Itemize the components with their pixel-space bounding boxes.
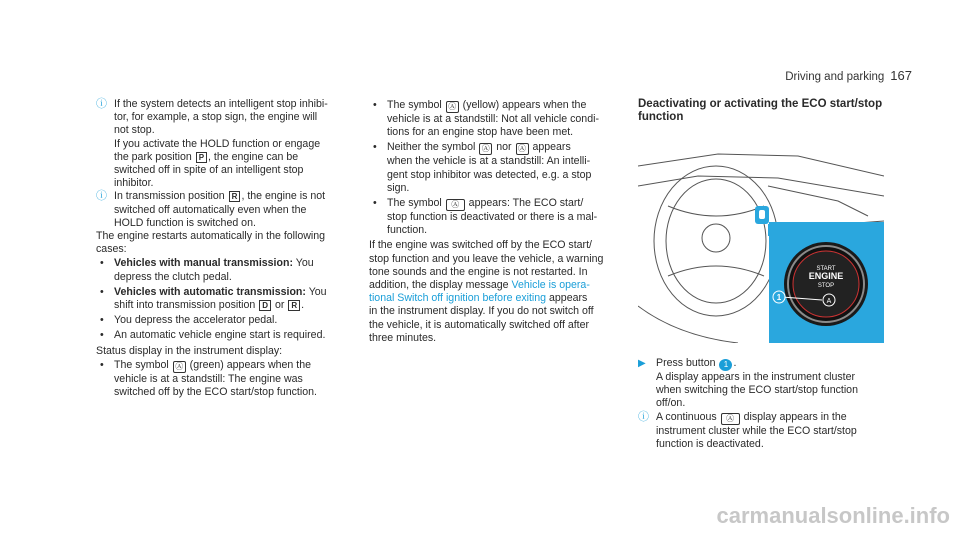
column-1 xyxy=(96,98,358,401)
text-line: Status display in the instrument display: xyxy=(96,344,283,357)
btn-label-start: START xyxy=(816,266,836,272)
bullet-icon: • xyxy=(100,257,104,270)
page-header xyxy=(785,68,912,83)
info-icon: ⓘ xyxy=(96,98,107,110)
key-p: P xyxy=(196,152,207,163)
note-transmission-r xyxy=(96,190,358,230)
text-line: If you activate the HOLD function or engage xyxy=(114,137,321,150)
list-item: • An automatic vehicle engine start is required. xyxy=(96,329,358,342)
text-line: cases: xyxy=(96,243,127,256)
column-3 xyxy=(638,98,916,451)
key-r: R xyxy=(288,300,300,311)
list-item: • The symbol Ⓐ (green) appears when the vehicle is at a standstill: The engine was switched off by the ECO start/stop function. xyxy=(96,359,358,399)
text-line: In transmission position R , the engine is not xyxy=(114,190,326,203)
eco-symbol-icon: Ⓐ xyxy=(173,361,186,373)
text-line: stop function and you leave the vehicle, a warning xyxy=(369,252,604,265)
btn-label-stop: STOP xyxy=(817,283,835,289)
bullet-icon: • xyxy=(100,285,104,298)
column-2 xyxy=(369,98,627,345)
bullet-icon: • xyxy=(373,197,377,210)
list-item: • Vehicles with automatic transmission: You shift into transmission position D or R . xyxy=(96,286,358,312)
bullet-icon: • xyxy=(100,314,104,327)
action-step: ▶ Press button 1 . A display appears in the instrument cluster when switching the ECO start/stop function off/on. xyxy=(638,357,858,410)
bullet-icon: • xyxy=(373,141,377,154)
cockpit-illustration xyxy=(638,146,884,343)
text-line: three minutes. xyxy=(369,331,437,344)
text-line: HOLD function is switched on. xyxy=(114,216,256,229)
eco-symbol-crossed-icon: Ⓐ xyxy=(516,143,529,155)
info-icon: ⓘ xyxy=(638,410,649,423)
text-line: addition, the display message Vehicle is opera- xyxy=(369,279,590,292)
action-arrow-icon: ▶ xyxy=(638,358,646,369)
list-item: • The symbol Ⓐ (yellow) appears when the vehicle is at a standstill: Not all vehicle condi- tions for an engine stop have been met. xyxy=(369,99,627,139)
note-stop-inhibitor xyxy=(96,98,358,190)
note-eco-off: ⓘ A continuous Ⓐ display appears in the instrument cluster while the ECO start/stop function is deactivated. xyxy=(638,410,857,450)
display-message: Vehicle is opera- xyxy=(511,279,590,292)
text-line: tone sounds and the engine is not restarted. In xyxy=(369,265,588,278)
page-number: 167 xyxy=(890,68,912,83)
list-item: • The symbol Ⓐ appears: The ECO start/ stop function is deactivated or there is a mal- function. xyxy=(369,197,627,237)
eco-symbol-icon: Ⓐ xyxy=(479,143,492,155)
eco-button-icon: A xyxy=(826,298,832,305)
list-item: • You depress the accelerator pedal. xyxy=(96,314,358,327)
display-message: tional Switch off ignition before exiting xyxy=(369,292,547,305)
text-line: The engine restarts automatically in the following xyxy=(96,230,326,243)
btn-label-engine: ENGINE xyxy=(808,271,844,281)
text-line: tional Switch off ignition before exiting appears xyxy=(369,292,588,305)
callout-1: 1 xyxy=(719,359,732,371)
list-item: • Vehicles with manual transmission: You depress the clutch pedal. xyxy=(96,257,358,283)
text-line: the park position P , the engine can be xyxy=(114,150,299,163)
text-line: inhibitor. xyxy=(114,177,154,190)
text-line: switched off automatically even when the xyxy=(114,203,307,216)
list-item: • Neither the symbol Ⓐ nor Ⓐ appears when the vehicle is at a standstill: An intelli- gent stop inhibitor was detected, e.g. a stop sign. xyxy=(369,141,627,195)
eco-off-symbol-icon: Ⓐ xyxy=(446,199,465,211)
text-line: the vehicle, it is automatically switched off after xyxy=(369,318,590,331)
bullet-icon: • xyxy=(100,329,104,342)
callout-1: 1 xyxy=(776,293,782,302)
key-r: R xyxy=(229,191,241,202)
section-heading: Deactivating or activating the ECO start/stop function xyxy=(638,98,883,123)
text-line: switched off in spite of an intelligent stop xyxy=(114,164,304,177)
bullet-icon: • xyxy=(373,99,377,111)
key-d: D xyxy=(259,300,271,311)
section-title: Driving and parking xyxy=(785,71,885,83)
watermark: carmanualsonline.info xyxy=(716,503,950,528)
text-line: If the system detects an intelligent stop inhibi- xyxy=(114,98,328,110)
info-icon: ⓘ xyxy=(96,190,107,203)
text-line: If the engine was switched off by the ECO start/ xyxy=(369,239,592,252)
bullet-icon: • xyxy=(100,358,104,371)
eco-symbol-crossed-icon: Ⓐ xyxy=(446,101,459,113)
figure-start-stop-button xyxy=(638,146,884,343)
eco-off-symbol-icon: Ⓐ xyxy=(721,413,740,425)
text-line: not stop. xyxy=(114,124,155,137)
text-line: tor, for example, a stop sign, the engine will xyxy=(114,111,318,124)
text-line: in the instrument display. If you do not switch off xyxy=(369,305,594,318)
